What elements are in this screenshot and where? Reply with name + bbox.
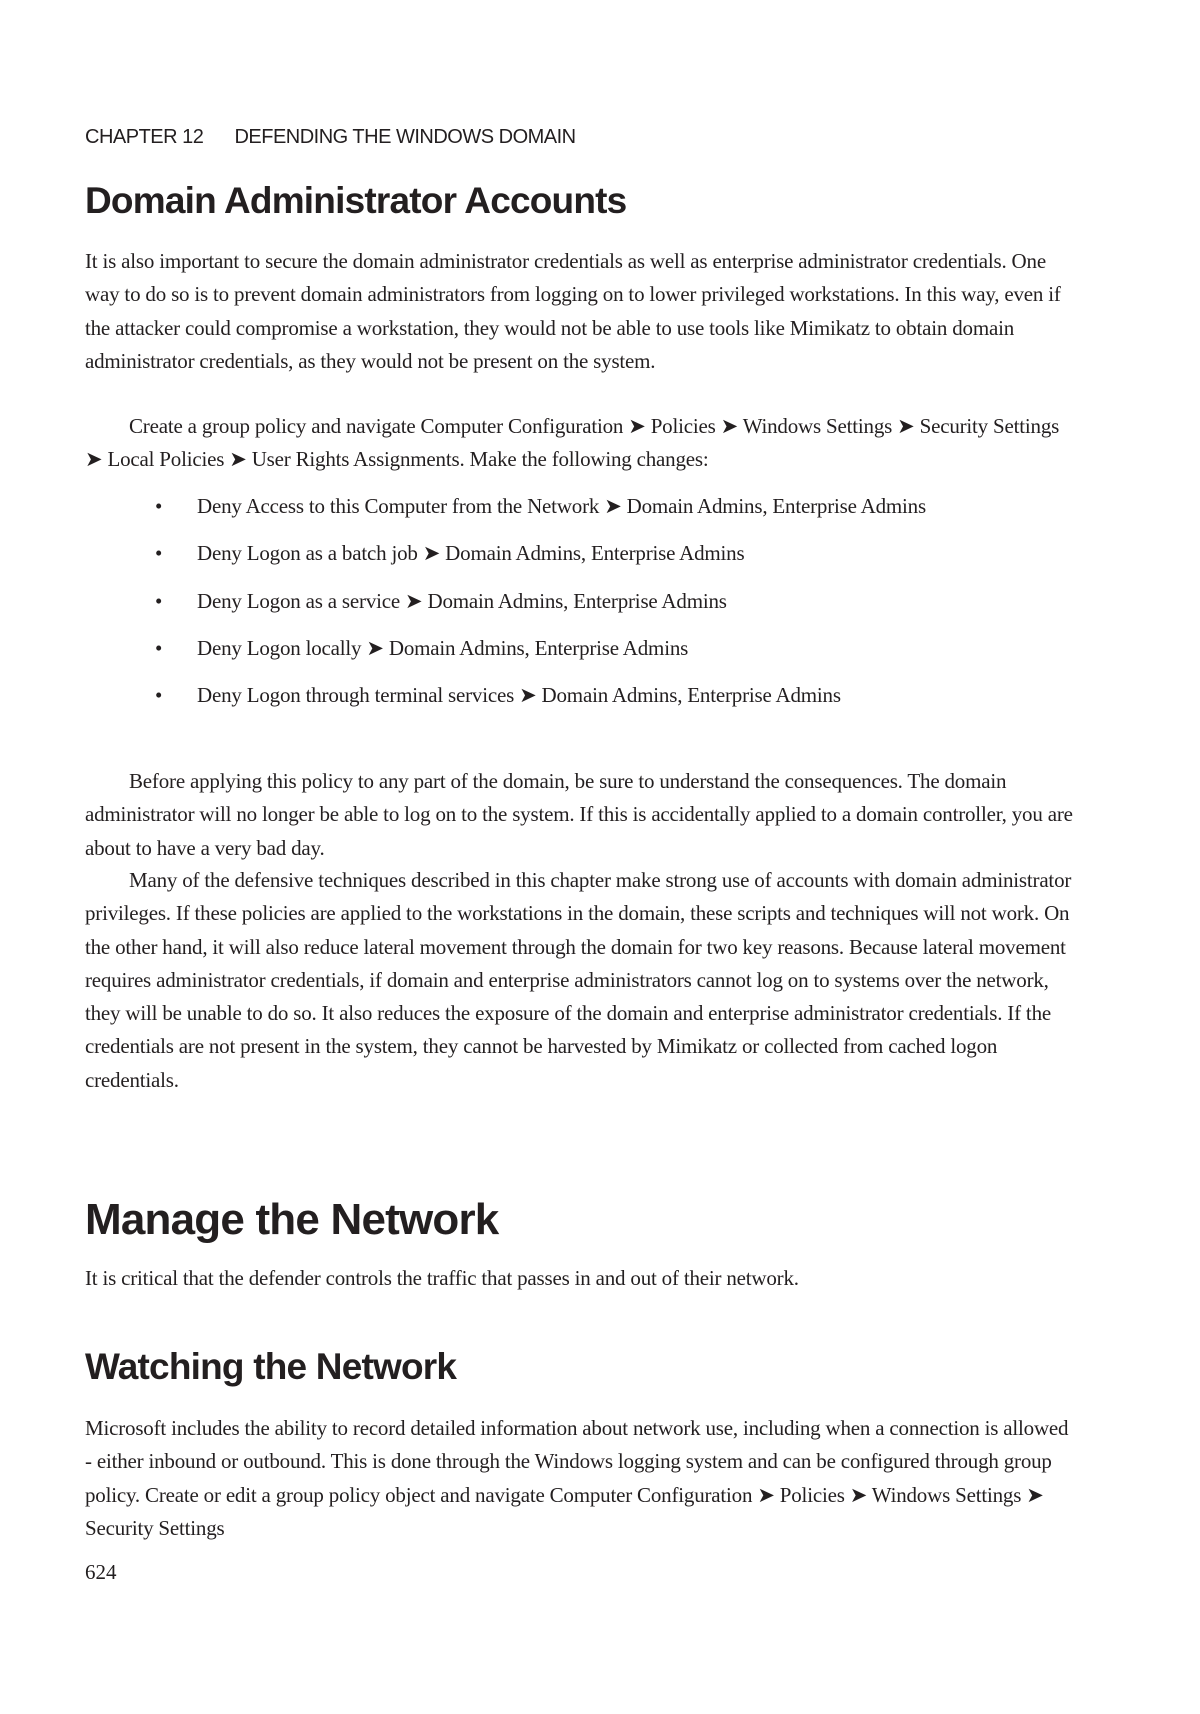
bullet-icon: • bbox=[155, 494, 163, 518]
page-number: 624 bbox=[85, 1560, 117, 1584]
list-item-text: Deny Logon locally ➤ Domain Admins, Enterprise Admins bbox=[197, 635, 689, 660]
bullet-icon: • bbox=[155, 635, 163, 660]
section-heading-watching-the-network: Watching the Network bbox=[85, 1346, 457, 1387]
bullet-icon: • bbox=[155, 588, 163, 613]
list-item-text: Deny Logon as a batch job ➤ Domain Admins, Enterprise Admins bbox=[197, 541, 745, 566]
running-head-title: DEFENDING THE WINDOWS DOMAIN bbox=[234, 126, 576, 148]
paragraph-policy-consequences: Before applying this policy to any part of the domain, be sure to understand the consequences. The domain administrator will no longer be able to log on to the system. If this is accidentally applied to a domain controller, you are about to have a very bad day. bbox=[85, 769, 1073, 860]
list-item-text: Deny Logon as a service ➤ Domain Admins, Enterprise Admins bbox=[197, 588, 727, 613]
paragraph-domain-admin-intro: It is also important to secure the domain administrator credentials as well as enterprise administrator credentials. One way to do so is to prevent domain administrators from logging on to lower privileged workstations. In this way, even if the attacker could compromise a workstation, they would not be able to use tools like Mimikatz to obtain domain administrator credentials, as they would not be present on the system. bbox=[85, 249, 1061, 373]
list-item bbox=[85, 632, 1075, 665]
paragraph-defensive-techniques: Many of the defensive techniques described in this chapter make strong use of accounts with domain administrator privileges. If these policies are applied to the workstations in the domain, these scripts and techniques will not work. On the other hand, it will also reduce lateral movement through the domain for two key reasons. Because lateral movement requires administrator credentials, if domain and enterprise administrators cannot log on to systems over the network, they will be unable to do so. It also reduces the exposure of the domain and enterprise administrator credentials. If the credentials are not present in the system, they cannot be harvested by Mimikatz or collected from cached logon credentials. bbox=[85, 868, 1072, 1092]
list-item bbox=[85, 679, 1075, 712]
bullet-icon: • bbox=[155, 541, 163, 566]
list-item bbox=[85, 537, 1075, 570]
section-heading-manage-the-network: Manage the Network bbox=[85, 1195, 499, 1244]
user-rights-bullet-list bbox=[85, 490, 1075, 726]
paragraph-group-policy-navigation: Create a group policy and navigate Computer Configuration ➤ Policies ➤ Windows Settings ➤ Security Settings ➤ Local Policies ➤ User Rights Assignments. Make the following changes: bbox=[85, 414, 1060, 472]
section-heading-domain-administrator-accounts: Domain Administrator Accounts bbox=[85, 180, 627, 221]
running-head bbox=[85, 126, 576, 149]
list-item-text: Deny Access to this Computer from the Network ➤ Domain Admins, Enterprise Admins bbox=[197, 494, 926, 518]
running-head-chapter: CHAPTER 12 bbox=[85, 126, 204, 148]
paragraph-manage-network-intro: It is critical that the defender controls the traffic that passes in and out of their network. bbox=[85, 1266, 799, 1290]
bullet-icon: • bbox=[155, 683, 163, 708]
list-item-text: Deny Logon through terminal services ➤ Domain Admins, Enterprise Admins bbox=[197, 683, 841, 708]
list-item bbox=[85, 490, 1075, 523]
list-item bbox=[85, 585, 1075, 618]
paragraph-watching-network-intro: Microsoft includes the ability to record detailed information about network use, including when a connection is allowed - either inbound or outbound. This is done through the Windows logging system and can be configured through group policy. Create or edit a group policy object and navigate Computer Configuration ➤ Policies ➤ Windows Settings ➤ Security Settings bbox=[85, 1416, 1069, 1540]
